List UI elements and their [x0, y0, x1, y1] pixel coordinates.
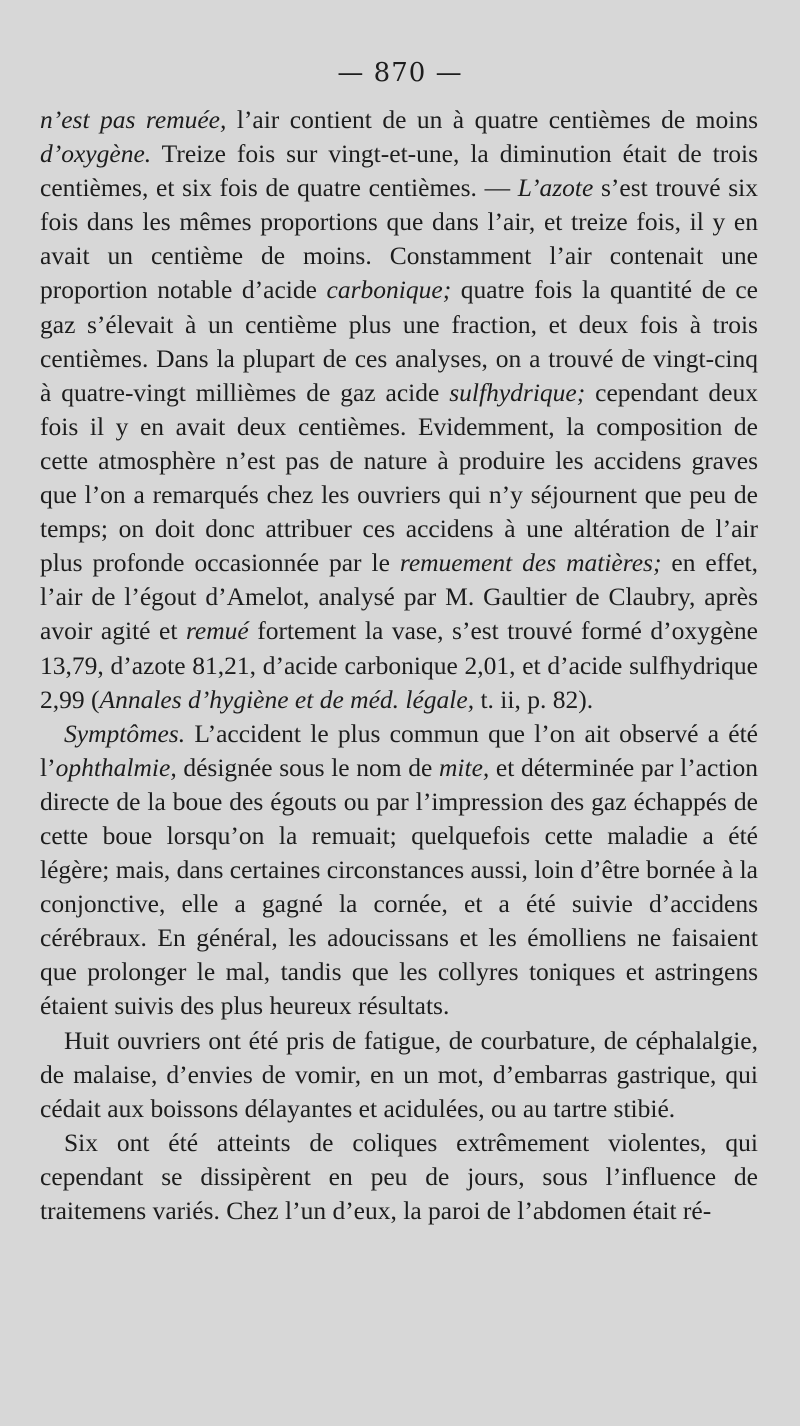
paragraph: [40, 1126, 758, 1228]
paragraph: [40, 1024, 758, 1126]
text-run: quatre fois la quantité de ce gaz s’élevait à un centième plus une fraction, et deux fois à trois centièmes. Dans la plupart de ces analyses, on a trouvé de vingt-cinq à quatre-vingt millièmes de gaz acide: [40, 275, 758, 407]
italic-text: carbonique;: [326, 275, 452, 305]
text-run: s’est trouvé six fois dans les mêmes proportions que dans l’air, et treize fois, il y en avait un centième de moins. Constamment l’air contenait une proportion notable d’acide: [40, 173, 759, 305]
text-run: et déterminée par l’action directe de la boue des égouts ou par l’impression des gaz échappés de cette boue lorsqu’on la remuait; quelquefois cette maladie a été légère; mais, dans certaines circonstances aussi, loin d’être bornée à la conjonctive, elle a gagné la cornée, et a été suivie d’accidens cérébraux. En général, les adoucissans et les émolliens ne faisaient que prolonger le mal, tandis que les collyres toniques et astringens étaient suivis des plus heureux résultats.: [40, 752, 758, 1021]
text-run: cependant deux fois il y en avait deux centièmes. Evidemment, la composition de cette atmosphère n’est pas de nature à produire les accidens graves que l’on a remarqués chez les ouvriers qui n’y séjournent que peu de temps; on doit donc attribuer ces accidens à une altération de l’air plus profonde occasionnée par le: [40, 377, 758, 578]
text-run: l’air contient de un à quatre centièmes de moins: [226, 105, 758, 134]
italic-text: L’azote: [517, 173, 594, 203]
italic-text: remuement des matières;: [399, 548, 662, 578]
text-run: en effet, l’air de l’égout d’Amelot, analysé par M. Gaultier de Claubry, après avoir agité et: [40, 548, 759, 646]
italic-text: sulfhydrique;: [449, 377, 586, 407]
italic-text: Annales d’hygiène et de méd. légale,: [99, 684, 475, 714]
paragraph: [40, 717, 758, 1024]
text-run: Six ont été atteints de coliques extrêmement violentes, qui cependant se dissipèrent en peu de jours, sous l’influence de traitemens variés. Chez l’un d’eux, la paroi de l’abdomen était ré-: [40, 1127, 758, 1225]
italic-text: mite,: [438, 752, 490, 782]
text-run: fortement la vase, s’est trouvé formé d’oxygène 13,79, d’azote 81,21, d’acide carbonique 2,01, et d’acide sulfhydrique 2,99 (: [40, 616, 758, 714]
text-run: L’accident le plus commun que l’on ait observé a été l’: [40, 718, 758, 782]
italic-text: n’est pas remuée,: [40, 105, 227, 134]
text-run: Huit ouvriers ont été pris de fatigue, de courbature, de céphalalgie, de malaise, d’envies de vomir, en un mot, d’embarras gastrique, qui cédait aux boissons délayantes et acidulées, ou au tartre stibié.: [40, 1025, 758, 1123]
paragraph: [40, 103, 758, 717]
page-number: — 870 —: [337, 58, 463, 88]
italic-text: d’oxygène.: [40, 139, 152, 169]
italic-text: Symptômes.: [64, 718, 186, 748]
italic-text: ophthalmie,: [55, 752, 177, 782]
body-text: [40, 103, 758, 1228]
italic-text: remué: [185, 616, 249, 646]
text-run: Treize fois sur vingt-et-une, la diminution était de trois centièmes, et six fois de quatre centièmes. —: [40, 139, 758, 203]
text-run: t. ii, p. 82).: [474, 684, 594, 714]
text-run: désignée sous le nom de: [176, 752, 439, 782]
